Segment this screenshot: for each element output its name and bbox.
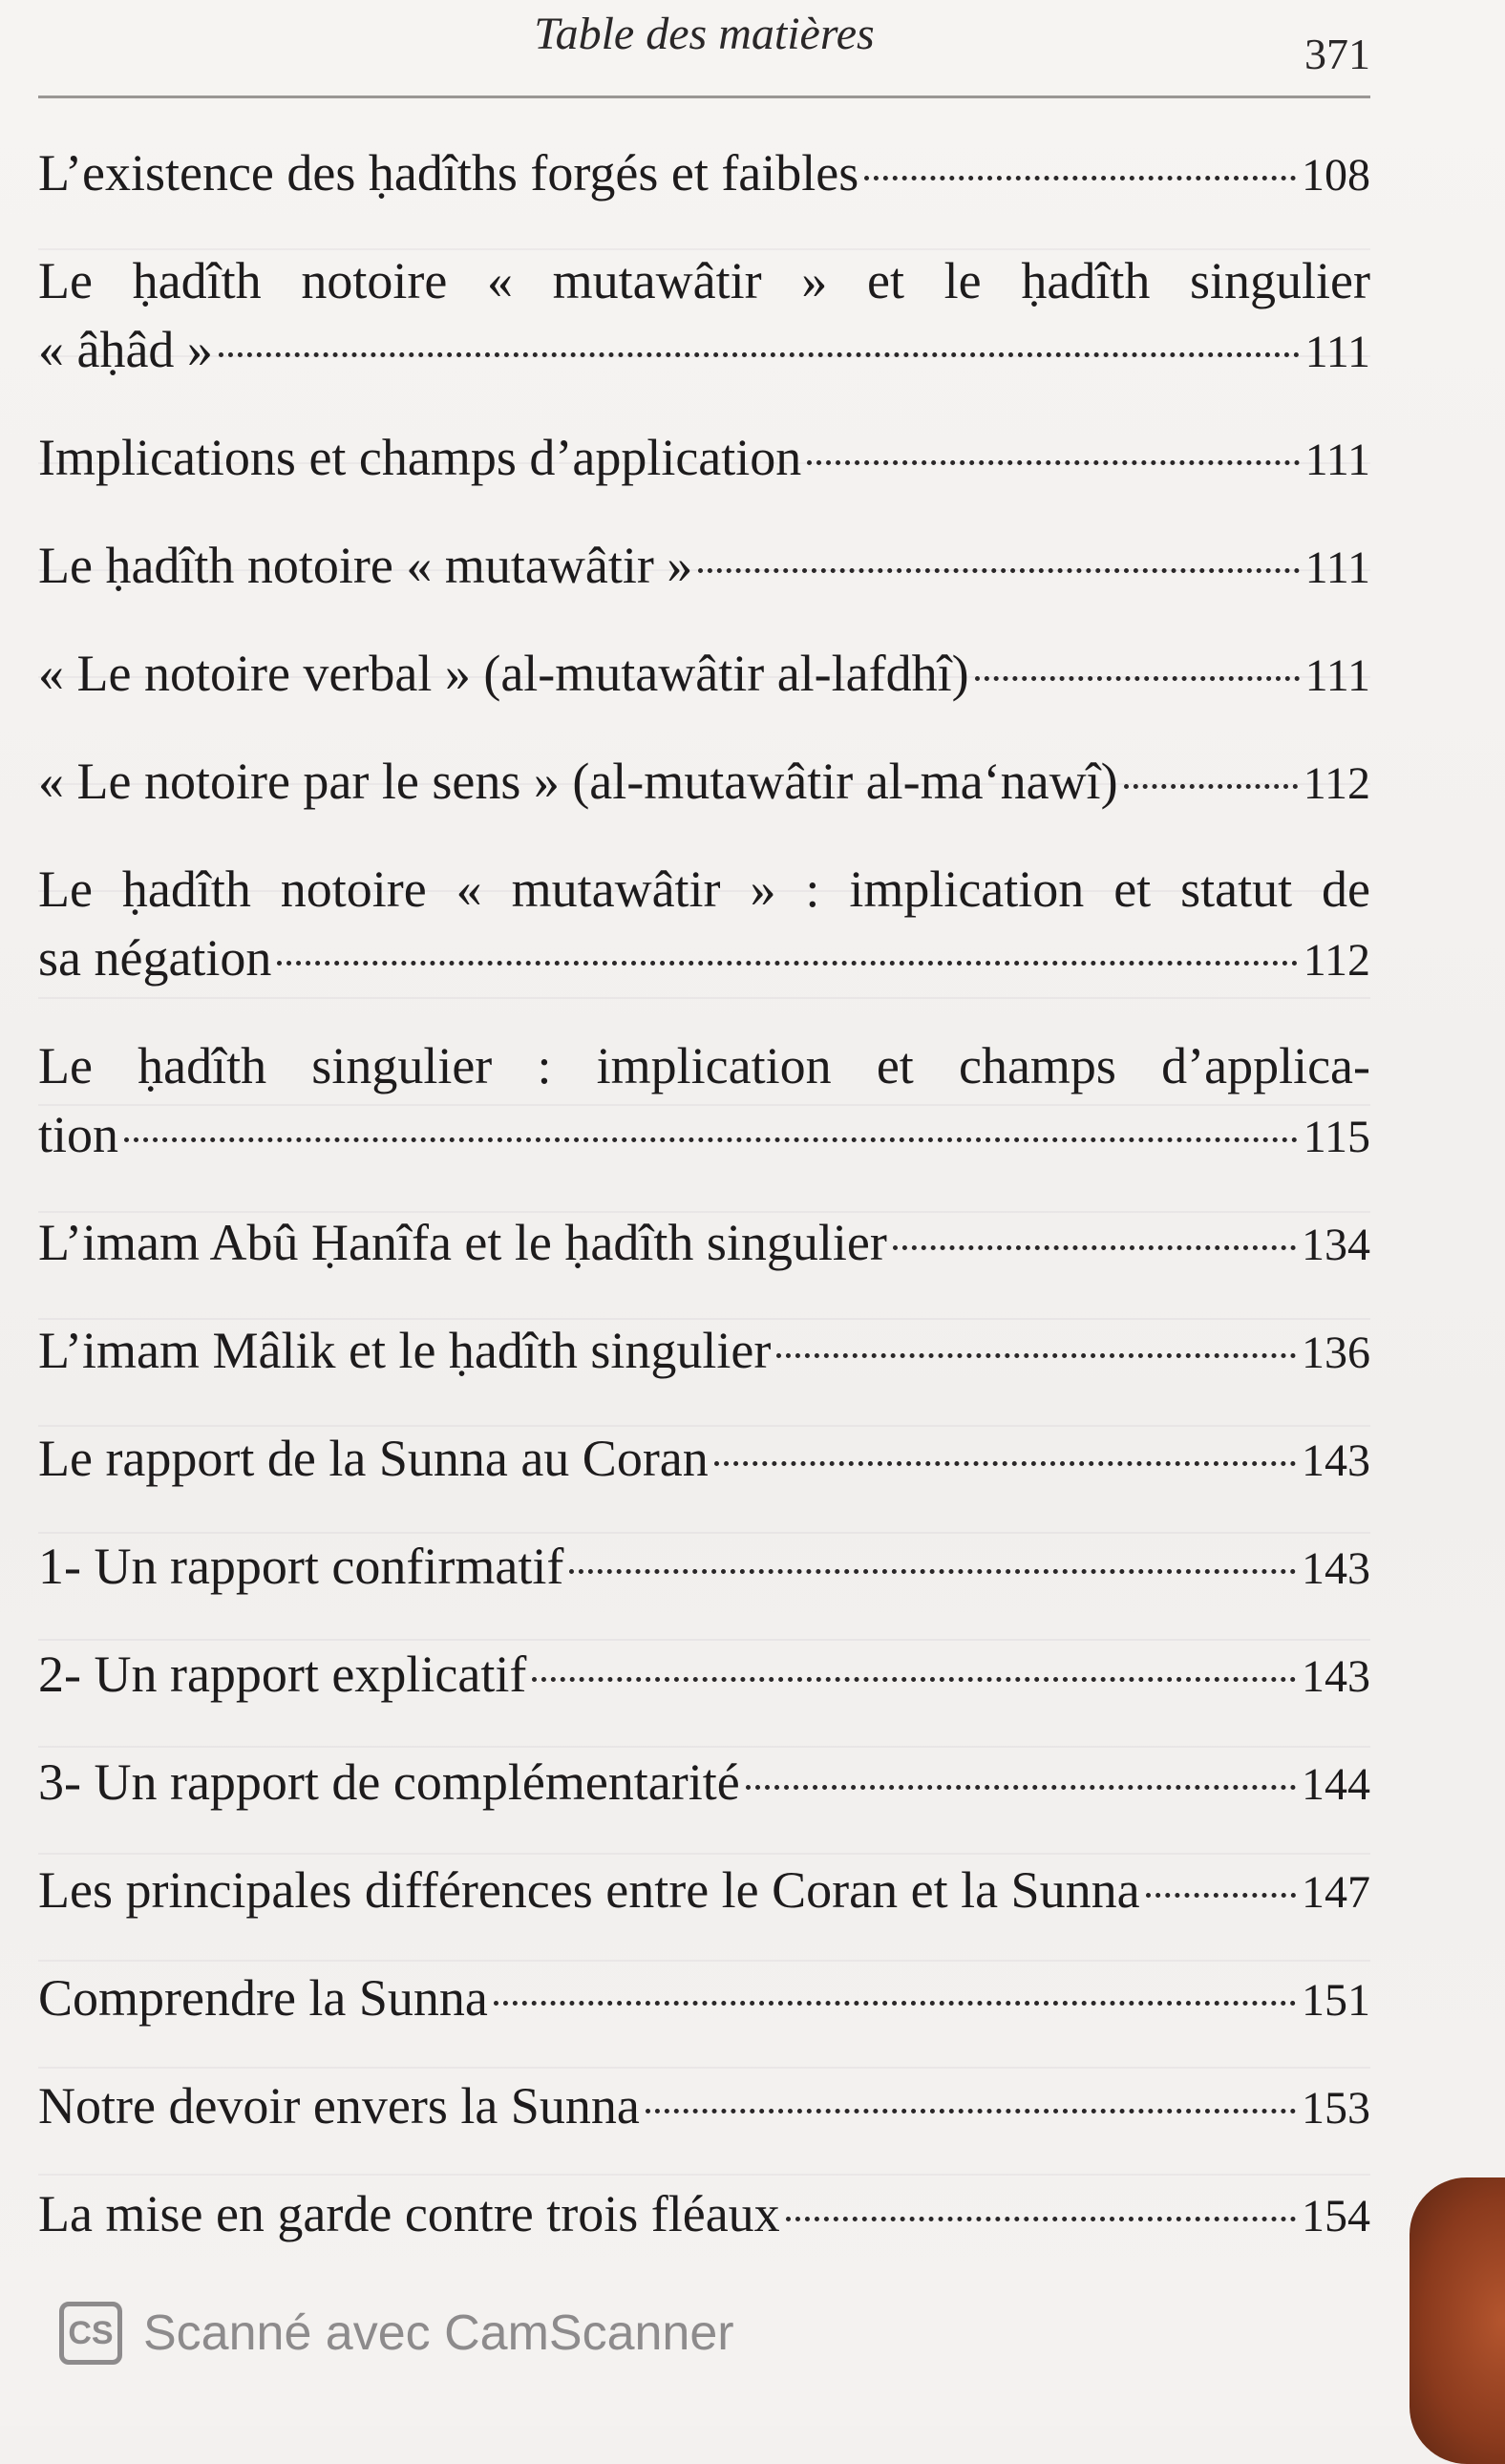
dot-leader	[776, 1353, 1296, 1358]
dot-leader	[746, 1785, 1296, 1790]
dot-leader	[893, 1245, 1296, 1250]
toc-entry-page: 136	[1302, 1328, 1370, 1378]
watermark-text: Scanné avec CamScanner	[143, 2305, 734, 2361]
toc-entry-page: 115	[1303, 1112, 1370, 1162]
toc-entry-title: Les principales différences entre le Coran et la Sunna	[38, 1861, 1140, 1919]
toc-entry-page: 154	[1302, 2191, 1370, 2241]
toc-entry-final-line	[38, 1424, 1370, 1496]
toc-entry-final-line	[38, 1640, 1370, 1711]
toc-entry-final-line	[38, 2071, 1370, 2143]
toc-entry-final-line	[38, 747, 1370, 818]
toc-entry	[38, 1031, 1370, 1172]
toc-entry-title: « Le notoire verbal » (al-mutawâtir al-lafdhî)	[38, 645, 969, 702]
toc-entry-title: tion	[38, 1106, 119, 1163]
toc-entry-page: 112	[1303, 935, 1370, 986]
toc-entry	[38, 2179, 1370, 2251]
toc-entry	[38, 531, 1370, 603]
toc-entry-title: 3- Un rapport de complémentarité	[38, 1753, 740, 1811]
toc-entry-final-line	[38, 1856, 1370, 1927]
toc-entry-final-line	[38, 1100, 1370, 1172]
toc-entry-page: 111	[1304, 327, 1370, 377]
toc-entry	[38, 1532, 1370, 1604]
toc-entry-page: 147	[1302, 1867, 1370, 1918]
toc-entry-final-line	[38, 531, 1370, 603]
toc-entry-title: Le ḥadîth notoire « mutawâtir »	[38, 537, 693, 594]
dot-leader	[698, 568, 1299, 573]
dot-leader	[124, 1137, 1298, 1142]
toc-entry-title: « Le notoire par le sens » (al-mutawâtir al-ma‘nawî)	[38, 753, 1118, 810]
toc-entry	[38, 2071, 1370, 2143]
toc-entry-title: L’existence des ḥadîths forgés et faibles	[38, 144, 859, 202]
camscanner-logo-icon: CS	[59, 2302, 122, 2365]
toc-entry	[38, 639, 1370, 711]
dot-leader	[807, 460, 1299, 465]
toc-entry	[38, 138, 1370, 210]
toc-entry-final-line	[38, 1208, 1370, 1280]
toc-entry	[38, 1208, 1370, 1280]
toc-entry	[38, 855, 1370, 995]
toc-entry-title: 2- Un rapport explicatif	[38, 1646, 527, 1703]
toc-entry-final-line	[38, 138, 1370, 210]
running-header	[38, 0, 1370, 98]
toc-entry-line: Le ḥadîth singulier : implication et champs d’applica-	[38, 1037, 1370, 1094]
dot-leader	[864, 176, 1296, 181]
toc-entry-title: Le rapport de la Sunna au Coran	[38, 1430, 709, 1487]
dot-leader	[646, 2109, 1296, 2114]
toc-entry	[38, 1748, 1370, 1819]
toc-entry	[38, 1856, 1370, 1927]
toc-entry-page: 112	[1303, 758, 1370, 809]
toc-entry-final-line	[38, 2179, 1370, 2251]
toc-entry-page: 111	[1304, 650, 1370, 701]
toc-entry-title: Implications et champs d’application	[38, 429, 802, 486]
toc-entry-page: 143	[1302, 1435, 1370, 1486]
toc-entry-title: Notre devoir envers la Sunna	[38, 2077, 640, 2135]
toc-entry-title: L’imam Abû Ḥanîfa et le ḥadîth singulier	[38, 1214, 887, 1271]
toc-entry	[38, 423, 1370, 495]
dot-leader	[532, 1677, 1296, 1682]
dot-leader	[219, 352, 1300, 357]
toc-entry-page: 143	[1302, 1543, 1370, 1594]
dot-leader	[1146, 1893, 1296, 1898]
toc-entry-page: 111	[1304, 542, 1370, 593]
toc-entry-final-line	[38, 924, 1370, 995]
toc-entry-page: 151	[1302, 1975, 1370, 2026]
camscanner-watermark	[59, 2302, 734, 2365]
toc-entry	[38, 246, 1370, 387]
toc-entry	[38, 1964, 1370, 2035]
toc-entry-line: Le ḥadîth notoire « mutawâtir » et le ḥadîth singulier	[38, 252, 1370, 309]
dot-leader	[714, 1461, 1296, 1466]
toc-entry	[38, 1640, 1370, 1711]
toc-entry-title: 1- Un rapport confirmatif	[38, 1538, 564, 1595]
toc-entry-page: 134	[1302, 1220, 1370, 1270]
dot-leader	[569, 1569, 1296, 1574]
toc-entry-page: 111	[1304, 435, 1370, 485]
dot-leader	[494, 2001, 1296, 2006]
toc-entry	[38, 747, 1370, 818]
page-number: 371	[1304, 30, 1370, 78]
toc-entry-final-line	[38, 1532, 1370, 1604]
dot-leader	[1124, 784, 1298, 789]
toc-entry-title: L’imam Mâlik et le ḥadîth singulier	[38, 1322, 772, 1379]
toc-entry-line: Le ḥadîth notoire « mutawâtir » : implication et statut de	[38, 860, 1370, 918]
table-of-contents	[38, 138, 1370, 2287]
toc-entry-page: 144	[1302, 1759, 1370, 1810]
thumb	[1410, 2177, 1505, 2464]
running-title: Table des matières	[534, 9, 875, 59]
toc-entry-final-line	[38, 1964, 1370, 2035]
toc-entry	[38, 1424, 1370, 1496]
toc-entry-page: 108	[1302, 150, 1370, 201]
toc-entry-final-line	[38, 1748, 1370, 1819]
toc-entry	[38, 1316, 1370, 1388]
toc-entry-title: sa négation	[38, 929, 272, 987]
toc-entry-title: La mise en garde contre trois fléaux	[38, 2185, 780, 2242]
toc-entry-final-line	[38, 315, 1370, 387]
toc-entry-final-line	[38, 423, 1370, 495]
dot-leader	[786, 2217, 1296, 2221]
dot-leader	[277, 961, 1297, 966]
dot-leader	[975, 676, 1300, 681]
toc-entry-page: 143	[1302, 1651, 1370, 1702]
toc-entry-title: « âḥâd »	[38, 321, 213, 378]
toc-entry-final-line	[38, 639, 1370, 711]
toc-entry-title: Comprendre la Sunna	[38, 1969, 488, 2027]
toc-entry-page: 153	[1302, 2083, 1370, 2134]
toc-entry-final-line	[38, 1316, 1370, 1388]
